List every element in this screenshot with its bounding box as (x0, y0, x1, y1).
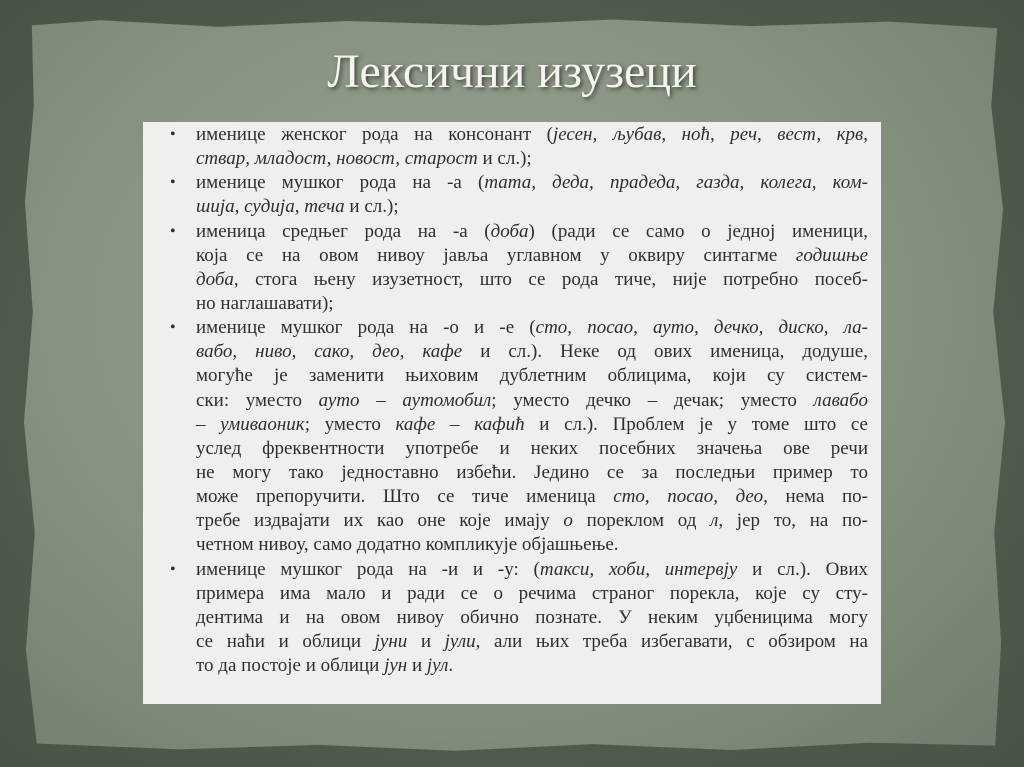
italic-example-text: јуни (374, 630, 408, 652)
text-line (196, 654, 868, 678)
text-segment: , али њих треба избегавати, с обзиром на (475, 630, 868, 652)
text-line (196, 437, 868, 461)
text-line (196, 630, 868, 654)
italic-example-text: јун (384, 655, 408, 677)
text-segment: ; уместо (304, 413, 396, 435)
text-segment: може препоручити. Што се тиче именица (196, 486, 614, 508)
italic-example-text: вабо, ниво, сако, део, кафе (196, 341, 463, 363)
text-segment: и сл.); (477, 148, 532, 170)
text-line (196, 268, 868, 292)
italic-example-text: – умиваоник (196, 413, 305, 435)
text-segment: ; уместо дечко – дечак; уместо (491, 389, 814, 411)
text-segment: то да постоје и облици (196, 655, 385, 677)
slide-title: Лексични изузеци (327, 45, 697, 98)
text-segment: но наглашавати); (196, 292, 334, 314)
italic-example-text: сто, посао, део (613, 486, 764, 508)
text-segment: ) (ради се само о једној именици, (528, 220, 868, 242)
text-segment: се наћи и облици (196, 630, 375, 652)
italic-example-text: тата, деда, прадеда, газда, колега, ком- (484, 172, 868, 194)
text-segment: требе издвајати их као оне које имају (196, 510, 564, 532)
text-segment: и сл.). Ових (737, 558, 868, 580)
text-line (196, 364, 868, 388)
italic-example-text: сто, посао, ауто, дечко, диско, ла- (535, 317, 868, 339)
text-line (196, 413, 868, 437)
text-line (170, 558, 868, 582)
text-segment: именице мушког рода на -и и -у: ( (196, 558, 540, 580)
bullet-icon: • (170, 222, 176, 240)
text-segment: именице мушког рода на -а ( (196, 172, 485, 194)
text-line (196, 389, 868, 413)
text-segment: ски: уместо (196, 389, 319, 411)
text-line (196, 509, 868, 533)
text-line (196, 533, 868, 557)
text-line (170, 123, 868, 147)
text-line (196, 292, 868, 316)
bullet-icon: • (170, 126, 176, 143)
text-segment: . (448, 655, 454, 677)
text-segment: и сл.); (344, 196, 399, 218)
italic-example-text: јул (426, 655, 449, 677)
italic-example-text: кафе – кафић (395, 413, 525, 435)
italic-example-text: шија, судија, теча (196, 196, 345, 218)
text-segment: именица средњег рода на -а ( (196, 220, 491, 242)
text-segment: и сл.). Проблем је у томе што се (524, 413, 868, 435)
text-line (170, 171, 868, 195)
text-segment: могуће је заменити њиховим дублетним облицима, који су систем- (196, 365, 868, 387)
italic-example-text: о (563, 510, 573, 532)
text-segment: именице женског рода на консонант ( (196, 124, 553, 145)
italic-example-text: доба (196, 268, 234, 290)
bullet-icon: • (170, 560, 176, 578)
text-segment: четном нивоу, само додатно компликује објашњење. (196, 534, 619, 556)
text-segment: и (407, 655, 427, 677)
italic-example-text: јули (444, 630, 476, 652)
text-segment: именице мушког рода на -о и -е ( (196, 317, 536, 339)
text-segment: , нема по- (763, 486, 868, 508)
bullet-icon: • (170, 319, 176, 337)
text-segment: и сл.). Неке од ових именица, додуше, (462, 341, 868, 363)
text-segment: не могу тако једноставно избећи. Једино се за последњи пример то (196, 461, 868, 483)
text-line (196, 485, 868, 509)
italic-example-text: ствар, младост, новост, старост (196, 148, 478, 170)
italic-example-text: доба (490, 220, 529, 242)
text-segment: услед фреквентности употребе и неких посебних значења ове речи (196, 437, 868, 459)
text-segment: која се на овом нивоу јавља углавном у оквиру синтагме (196, 244, 796, 266)
italic-example-text: ауто – аутомобил (318, 389, 492, 411)
bullet-icon: • (170, 174, 176, 192)
text-segment: примера има мало и ради се о речима страног порекла, које су сту- (196, 582, 868, 604)
text-line (196, 582, 868, 606)
body-text (170, 123, 868, 678)
text-line (196, 244, 868, 268)
italic-example-text: лавабо (813, 389, 868, 411)
text-line (196, 461, 868, 485)
text-line (170, 220, 868, 244)
italic-example-text: годишње (795, 244, 868, 266)
italic-example-text: такси, хоби, интервју (539, 558, 738, 580)
text-line (196, 147, 868, 171)
text-line (196, 606, 868, 630)
text-line (196, 340, 868, 364)
text-segment: пореклом од (572, 510, 711, 532)
text-segment: и (407, 630, 445, 652)
italic-example-text: л (710, 510, 719, 532)
text-segment: , јер то, на по- (718, 510, 868, 532)
text-line (170, 316, 868, 340)
italic-example-text: јесен, љубав, ноћ, реч, вест, крв, (552, 124, 868, 145)
text-segment: дентима и на овом нивоу обично познате. У неким уџбеницима могу (196, 606, 868, 628)
text-line (196, 195, 868, 219)
text-segment: , стога њену изузетност, што се рода тиче, није потребно посеб- (233, 268, 868, 290)
